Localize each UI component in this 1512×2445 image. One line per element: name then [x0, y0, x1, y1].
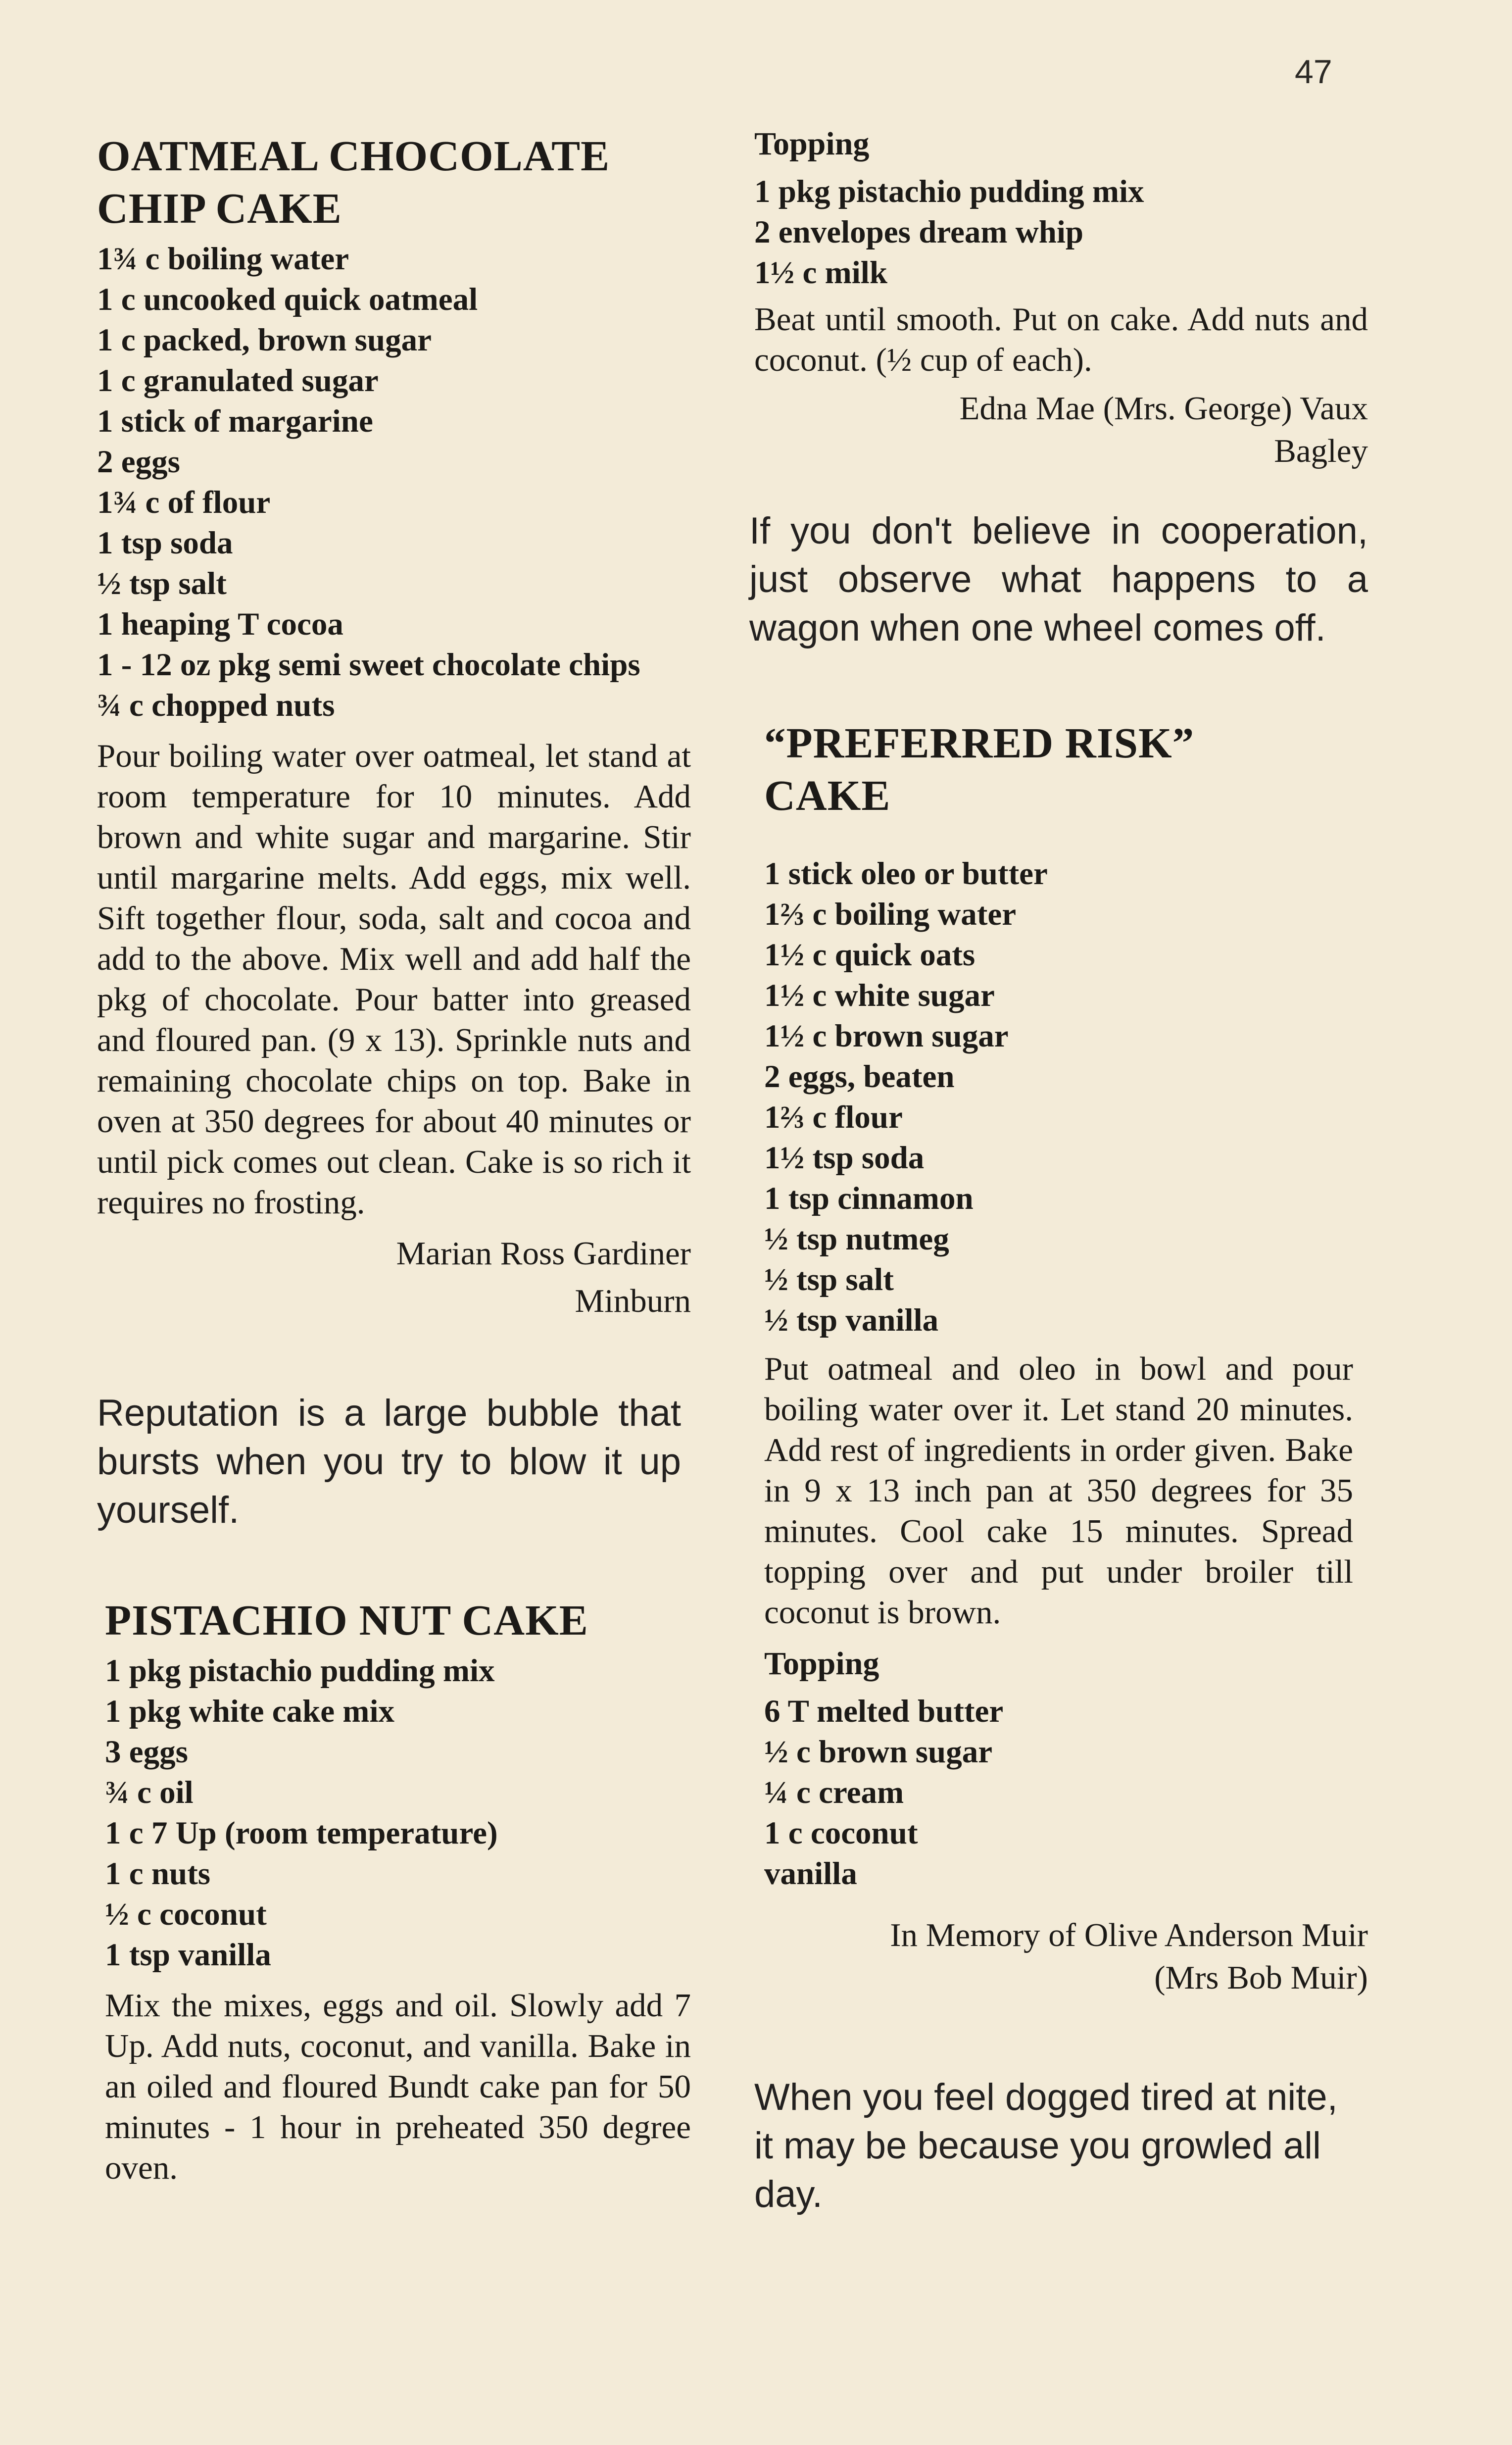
- recipe-pistachio-nut-cake: [97, 1594, 691, 2188]
- ingredient: ½ tsp vanilla: [764, 1302, 939, 1338]
- topping-heading: Topping: [754, 126, 870, 162]
- ingredient: 1⅔ c flour: [764, 1099, 903, 1135]
- ingredient: 1 c granulated sugar: [97, 363, 379, 399]
- ingredient: 1 stick of margarine: [97, 403, 373, 439]
- topping-heading: Topping: [764, 1646, 879, 1682]
- author-town: Bagley: [1274, 433, 1368, 469]
- filler-quote: When you feel dogged tired at nite, it may be because you growled all day.: [754, 2076, 1338, 2215]
- filler-quote: If you don't believe in cooperation, just observe what happens to a wagon when one wheel comes off.: [749, 510, 1368, 649]
- recipe-title: [97, 130, 691, 235]
- ingredient: 2 eggs: [97, 444, 180, 480]
- ingredient: 1 stick oleo or butter: [764, 856, 1048, 892]
- ingredient: 6 T melted butter: [764, 1694, 1004, 1729]
- recipe-preferred-risk-cake: [754, 717, 1368, 1999]
- recipe-title-line: CHIP CAKE: [97, 184, 342, 232]
- ingredient: 1 pkg pistachio pudding mix: [105, 1653, 495, 1689]
- recipe-title: [764, 717, 1368, 822]
- ingredient: 1 c nuts: [105, 1856, 211, 1892]
- author-town: Minburn: [575, 1283, 691, 1319]
- author-name: (Mrs Bob Muir): [1154, 1959, 1368, 1996]
- recipe-oatmeal-chocolate-chip-cake: [97, 130, 691, 1325]
- ingredient: 1 c packed, brown sugar: [97, 322, 432, 358]
- recipe-author: [97, 1230, 691, 1325]
- ingredient: 1½ c milk: [754, 255, 888, 291]
- recipe-author: [754, 387, 1368, 472]
- ingredient: ¼ c cream: [764, 1775, 904, 1810]
- filler-quote: Reputation is a large bubble that bursts when you try to blow it up yourself.: [97, 1392, 681, 1531]
- recipe-title-line: CAKE: [764, 771, 891, 819]
- ingredient: 3 eggs: [105, 1734, 188, 1770]
- ingredient: 1 tsp vanilla: [105, 1937, 271, 1973]
- ingredient: 1⅔ c boiling water: [764, 897, 1017, 932]
- ingredient: 1 tsp cinnamon: [764, 1181, 974, 1216]
- ingredient: 1½ c white sugar: [764, 978, 995, 1013]
- recipe-title-line: OATMEAL CHOCOLATE: [97, 132, 610, 180]
- ingredient: ¾ c oil: [105, 1775, 194, 1810]
- ingredient: 1 heaping T cocoa: [97, 606, 343, 642]
- ingredient: 1½ c quick oats: [764, 937, 975, 973]
- topping-directions: Beat until smooth. Put on cake. Add nuts and coconut. (½ cup of each).: [754, 301, 1368, 378]
- recipe-directions: Put oatmeal and oleo in bowl and pour boiling water over it. Let stand 20 minutes. Add rest of ingredients in order given. Bake in 9 x 13 inch pan at 350 degrees for 35 minutes. Cool cake 15 minutes. Spread topping over and put under broiler till coconut is brown.: [764, 1350, 1353, 1631]
- ingredient: 1 - 12 oz pkg semi sweet chocolate chips: [97, 647, 640, 683]
- ingredient: ½ tsp nutmeg: [764, 1221, 949, 1257]
- pistachio-topping: [754, 124, 1368, 472]
- ingredient: 1 pkg pistachio pudding mix: [754, 174, 1144, 209]
- recipe-author: [764, 1914, 1368, 1999]
- ingredient: vanilla: [764, 1856, 857, 1892]
- recipe-directions: Mix the mixes, eggs and oil. Slowly add 7 Up. Add nuts, coconut, and vanilla. Bake in an oiled and floured Bundt cake pan for 50 minutes - 1 hour in preheated 350 degree oven.: [105, 1987, 691, 2186]
- ingredient: 1 pkg white cake mix: [105, 1694, 394, 1729]
- ingredient: 1 c 7 Up (room temperature): [105, 1815, 498, 1851]
- ingredient: ½ c coconut: [105, 1896, 267, 1932]
- author-name: Edna Mae (Mrs. George) Vaux: [959, 390, 1368, 427]
- ingredient-list: [764, 853, 1368, 1341]
- ingredient-list: [97, 239, 691, 726]
- ingredient: 1 tsp soda: [97, 525, 233, 561]
- author-name: In Memory of Olive Anderson Muir: [890, 1917, 1368, 1953]
- ingredient: 2 envelopes dream whip: [754, 214, 1084, 250]
- page-number: 47: [1295, 53, 1332, 91]
- recipe-directions: Pour boiling water over oatmeal, let stand at room temperature for 10 minutes. Add brown and white sugar and margarine. Stir until margarine melts. Add eggs, mix well. Sift together flour, soda, salt and cocoa and add to the above. Mix well and add half the pkg of chocolate. Pour batter into greased and floured pan. (9 x 13). Sprinkle nuts and remaining chocolate chips on top. Bake in oven at 350 degrees for about 40 minutes or until pick comes out clean. Cake is so rich it requires no frosting.: [97, 738, 691, 1221]
- ingredient-list: [105, 1650, 691, 1975]
- author-name: Marian Ross Gardiner: [396, 1235, 691, 1272]
- right-column: [749, 124, 1368, 2219]
- ingredient: 1¾ c boiling water: [97, 241, 349, 277]
- recipe-title: PISTACHIO NUT CAKE: [105, 1596, 588, 1644]
- ingredient: 1¾ c of flour: [97, 485, 271, 520]
- ingredient: 1½ tsp soda: [764, 1140, 925, 1176]
- ingredient: ½ tsp salt: [764, 1262, 894, 1297]
- ingredient: 1½ c brown sugar: [764, 1018, 1009, 1054]
- ingredient: 2 eggs, beaten: [764, 1059, 955, 1095]
- ingredient-list: [764, 1691, 1368, 1894]
- ingredient: ½ c brown sugar: [764, 1734, 993, 1770]
- ingredient-list: [754, 171, 1368, 293]
- recipe-title-line: “PREFERRED RISK”: [764, 719, 1195, 767]
- ingredient: 1 c coconut: [764, 1815, 918, 1851]
- ingredient: 1 c uncooked quick oatmeal: [97, 282, 478, 317]
- left-column: [97, 130, 691, 2188]
- ingredient: ½ tsp salt: [97, 566, 227, 601]
- ingredient: ¾ c chopped nuts: [97, 688, 335, 723]
